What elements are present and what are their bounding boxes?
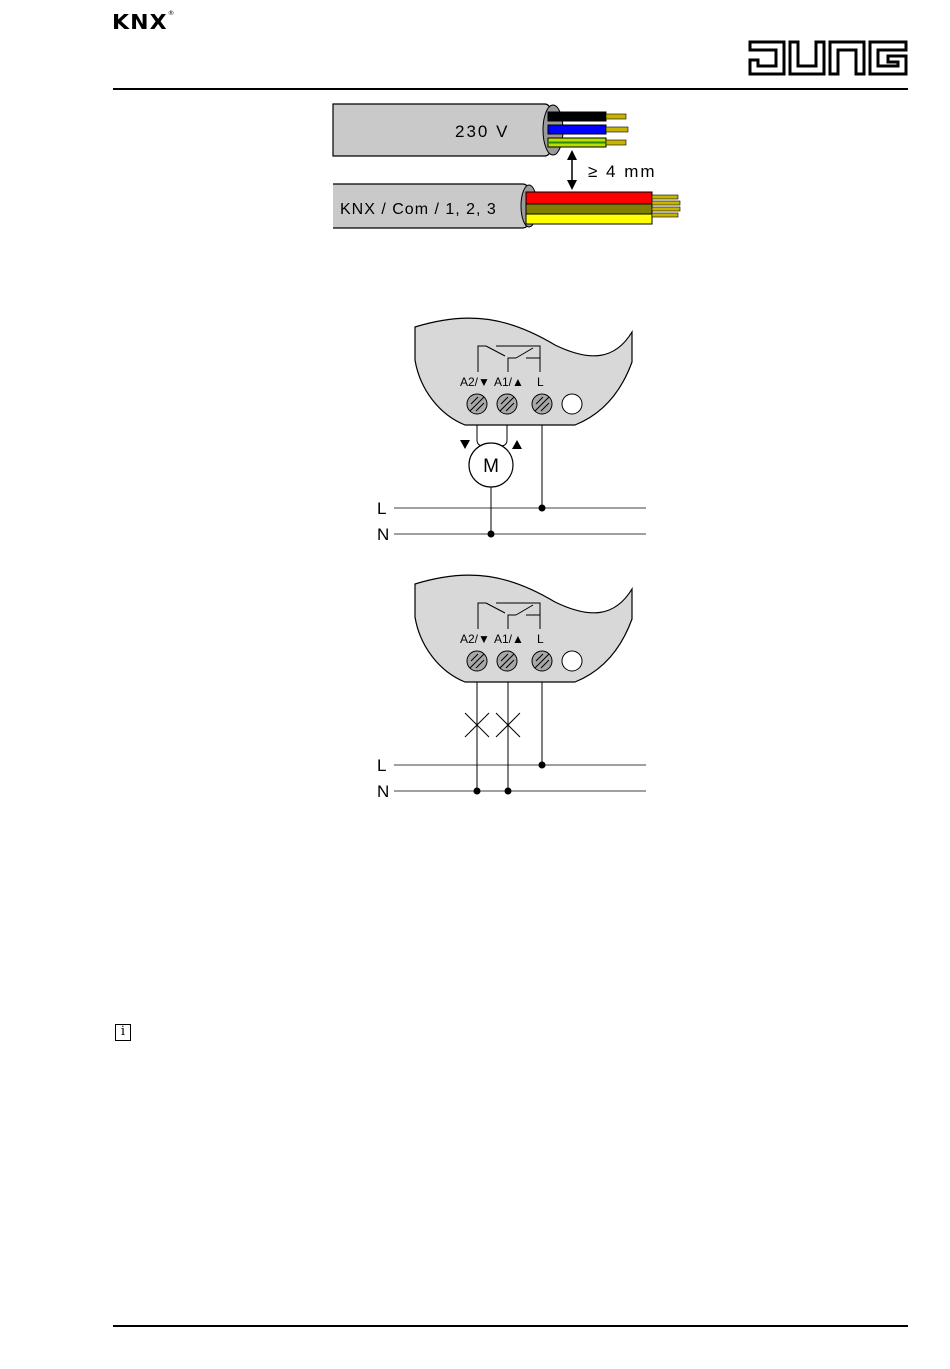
arrow-up-icon bbox=[567, 150, 577, 160]
distance-label: ≥ 4 mm bbox=[588, 162, 657, 181]
line-n-label: N bbox=[377, 782, 390, 801]
cable-knx-wires bbox=[526, 192, 680, 224]
knx-logo: KNX® bbox=[112, 10, 176, 34]
cable-230v-sheath bbox=[333, 104, 555, 156]
terminal-a2-label: A2/▼ bbox=[460, 375, 490, 389]
direction-down-icon bbox=[460, 440, 470, 449]
wiring-diagram-motor bbox=[377, 318, 646, 544]
wiring-diagram-lamps bbox=[377, 575, 646, 801]
footer-rule bbox=[113, 1325, 908, 1327]
direction-up-icon bbox=[512, 440, 522, 449]
terminal-a1-label: A1/▲ bbox=[494, 632, 524, 646]
arrow-down-icon bbox=[567, 180, 577, 190]
cable-separation-figure bbox=[333, 104, 680, 228]
terminal-l-label: L bbox=[537, 632, 544, 646]
line-n-label: N bbox=[377, 525, 390, 544]
device-housing bbox=[415, 575, 632, 682]
line-l-label: L bbox=[377, 499, 387, 518]
terminal-a1-label: A1/▲ bbox=[494, 375, 524, 389]
terminal-a2-label: A2/▼ bbox=[460, 632, 490, 646]
cable-230v-label: 230 V bbox=[455, 122, 510, 141]
terminal-l-label: L bbox=[537, 375, 544, 389]
lamp-symbols bbox=[465, 713, 520, 737]
cable-230v-wires bbox=[548, 112, 628, 147]
device-housing bbox=[415, 318, 632, 425]
motor-label: M bbox=[483, 456, 499, 477]
cable-knx-label: KNX / Com / 1, 2, 3 bbox=[340, 201, 497, 218]
line-l-label: L bbox=[377, 756, 387, 775]
info-icon: i bbox=[115, 1024, 131, 1041]
